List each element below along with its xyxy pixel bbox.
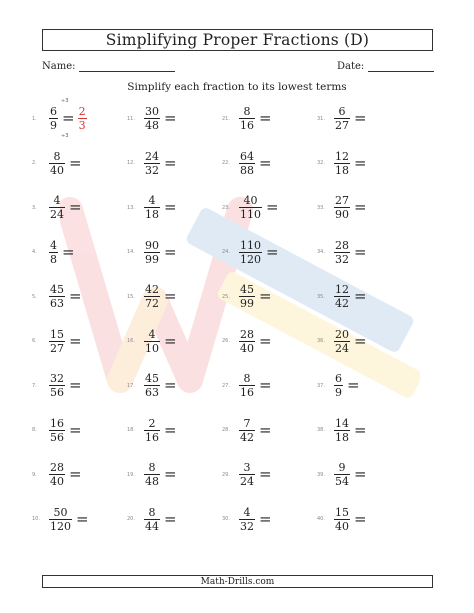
denominator: 18 [335,430,349,444]
denominator: 24 [240,475,254,488]
denominator: 10 [145,341,159,355]
fraction [144,373,160,398]
denominator: 27 [50,341,64,355]
problem-number: 10. [32,516,40,522]
problem-number: 8. [32,427,37,433]
equals-sign: = [164,331,177,350]
problem-number: 12. [127,160,135,166]
problem-item [127,195,177,220]
equals-sign: = [354,109,367,127]
problem-expression [49,418,82,443]
numerator: 4 [50,238,57,252]
numerator: 90 [145,238,159,252]
problem-expression [144,106,177,131]
problem-item [32,151,82,176]
equals-sign: = [354,465,367,483]
fraction [334,195,350,220]
problem-expression [49,151,82,176]
problem-item [32,98,87,139]
problem-expression [334,418,367,443]
problem-item [317,240,367,265]
numerator: 7 [243,416,251,430]
problem-item [127,329,177,354]
numerator: 4 [243,505,251,519]
equals-sign: = [62,109,75,127]
problem-number: 22. [222,160,230,166]
problem-item [317,462,367,487]
divide-hint-bottom: ÷3 [61,133,69,139]
fraction [239,507,255,532]
equals-sign: = [69,331,82,350]
problem-expression [49,98,87,139]
equals-sign: = [69,198,82,216]
denominator: 63 [145,386,159,399]
problem-number: 15. [127,293,135,300]
denominator: 90 [335,208,349,221]
equals-sign: = [164,509,177,528]
problem-item [127,240,177,265]
problem-number: 29. [222,471,230,478]
numerator: 15 [335,505,349,519]
numerator: 4 [148,194,156,207]
problem-number: 35. [317,293,325,300]
problem-number: 1. [32,115,37,122]
problem-number: 18. [127,427,135,433]
problem-number: 24. [222,249,230,255]
problem-number: 14. [127,249,135,255]
instructions: Simplify each fraction to its lowest terms [127,81,347,93]
numerator: 9 [338,461,346,474]
problem-number: 34. [317,249,325,255]
problem-number: 3. [32,204,37,211]
fraction [239,418,255,443]
problem-expression [49,373,82,398]
problem-item [317,284,367,309]
problem-item [317,418,367,443]
fraction [239,195,262,220]
problem-item [127,151,177,176]
problem-number: 7. [32,382,37,389]
denominator: 54 [335,475,349,488]
equals-sign: = [69,465,82,483]
problem-item [222,240,279,265]
fraction [239,240,262,265]
problem-expression [334,373,360,398]
worksheet-title: Simplifying Proper Fractions (D) [42,29,433,51]
problem-number: 23. [222,204,230,211]
problem-number: 11. [127,115,135,122]
denominator: 16 [145,430,159,444]
fraction [239,329,255,354]
problem-number: 31. [317,115,325,122]
problem-expression [239,462,272,487]
problem-item [222,418,272,443]
fraction [334,284,350,309]
numerator: 28 [335,238,349,252]
fraction [144,284,160,309]
denominator: 56 [50,386,64,399]
denominator: 88 [240,163,254,177]
fraction [334,151,350,176]
problem-expression [144,195,177,220]
numerator: 2 [78,105,86,118]
date-field[interactable] [337,61,434,72]
denominator: 18 [335,163,349,177]
problem-item [127,106,177,131]
numerator: 15 [50,327,64,341]
problem-item [127,284,177,309]
problem-expression [239,240,279,265]
divide-hint-top: ÷3 [61,98,69,104]
date-line[interactable] [368,61,434,72]
problem-expression [49,329,82,354]
problem-expression [334,284,367,309]
equals-sign: = [259,376,272,394]
name-line[interactable] [79,61,175,72]
equals-sign: = [164,198,177,216]
date-label: Date: [337,61,365,72]
fraction [334,329,350,354]
fraction [49,507,72,532]
equals-sign: = [354,242,367,261]
denominator: 42 [335,297,349,310]
problem-number: 40. [317,516,325,522]
problem-item [32,284,82,309]
problem-number: 6. [32,338,37,344]
fraction [334,462,350,487]
equals-sign: = [259,287,272,305]
equals-sign: = [347,376,360,394]
problem-expression [49,195,82,220]
equals-sign: = [266,198,279,216]
equals-sign: = [164,420,177,439]
denominator: 3 [78,119,86,132]
problem-item [317,106,367,131]
equals-sign: = [259,509,272,528]
fraction [144,240,160,265]
numerator: 45 [50,283,64,296]
denominator: 40 [335,519,349,533]
problem-item [222,373,272,398]
denominator: 120 [50,519,71,533]
problem-expression [239,151,272,176]
problem-number: 25. [222,293,230,300]
numerator: 28 [240,327,254,341]
fraction [49,240,58,265]
problem-item [222,462,272,487]
numerator: 12 [335,283,349,296]
problem-number: 19. [127,471,135,478]
numerator: 42 [145,283,159,296]
equals-sign: = [259,465,272,483]
fraction [239,106,255,131]
equals-sign: = [259,109,272,127]
problem-number: 13. [127,204,135,211]
numerator: 27 [335,194,349,207]
problem-expression [49,507,89,532]
numerator: 30 [145,105,159,118]
numerator: 6 [338,105,346,118]
problem-number: 39. [317,471,325,478]
denominator: 24 [50,208,64,221]
problem-expression [239,507,272,532]
denominator: 9 [335,386,342,399]
numerator: 4 [53,194,61,207]
numerator: 64 [240,149,254,163]
denominator: 27 [335,119,349,132]
problem-number: 30. [222,516,230,522]
denominator: 8 [50,252,57,266]
fraction [144,106,160,131]
problem-expression [144,240,177,265]
problem-item [32,373,82,398]
numerator: 8 [148,505,156,519]
equals-sign: = [266,242,279,261]
equals-sign: = [164,242,177,261]
problem-item [32,329,82,354]
numerator: 2 [148,416,156,430]
problem-number: 32. [317,160,325,166]
denominator: 18 [145,208,159,221]
denominator: 9 [50,119,57,132]
fraction [239,151,255,176]
fraction [49,462,65,487]
fraction [49,284,65,309]
problem-item [32,507,89,532]
problem-expression [239,373,272,398]
example-answer [78,106,87,131]
problem-expression [49,284,82,309]
problem-number: 36. [317,338,325,344]
fraction [144,418,160,443]
problem-item [317,329,367,354]
numerator: 8 [148,461,156,474]
denominator: 56 [50,430,64,444]
fraction [49,373,65,398]
footer-brand: Math-Drills.com [42,575,433,588]
problem-number: 26. [222,338,230,344]
numerator: 110 [240,238,261,252]
fraction [334,106,350,131]
fraction [144,195,160,220]
denominator: 40 [50,475,64,488]
denominator: 42 [240,430,254,444]
problem-item [222,284,272,309]
equals-sign: = [354,198,367,216]
denominator: 32 [335,252,349,266]
denominator: 32 [145,163,159,177]
numerator: 50 [53,505,68,519]
numerator: 6 [50,105,57,118]
problem-expression [334,151,367,176]
name-field[interactable] [42,61,175,72]
problem-item [222,329,272,354]
equals-sign: = [164,376,177,394]
problem-expression [144,507,177,532]
fraction [144,507,160,532]
problem-expression [144,418,177,443]
problem-item [32,462,82,487]
equals-sign: = [354,287,367,305]
denominator: 72 [145,297,159,310]
numerator: 3 [243,461,251,474]
problem-number: 21. [222,115,230,122]
problem-expression [334,462,367,487]
fraction [49,151,65,176]
denominator: 63 [50,297,64,310]
equals-sign: = [354,153,367,172]
equals-sign: = [354,509,367,528]
numerator: 8 [53,149,61,163]
denominator: 40 [240,341,254,355]
problem-item [32,195,82,220]
numerator: 28 [50,461,64,474]
fraction [239,462,255,487]
problem-expression [334,106,367,131]
fraction [49,329,65,354]
denominator: 120 [240,252,261,266]
problem-item [317,507,367,532]
problem-expression [49,240,75,265]
problem-expression [334,507,367,532]
denominator: 48 [145,475,159,488]
problem-item [317,195,367,220]
problem-expression [239,106,272,131]
denominator: 99 [240,297,254,310]
numerator: 4 [148,327,156,341]
problem-expression [334,195,367,220]
denominator: 48 [145,119,159,132]
problem-item [222,507,272,532]
problem-item [127,507,177,532]
problem-number: 9. [32,471,37,478]
equals-sign: = [69,287,82,305]
numerator: 14 [335,416,349,430]
problem-number: 27. [222,382,230,389]
numerator: 40 [243,194,258,207]
numerator: 32 [50,372,64,385]
equals-sign: = [164,287,177,305]
problem-number: 20. [127,516,135,522]
problem-item [127,462,177,487]
equals-sign: = [164,465,177,483]
equals-sign: = [69,420,82,439]
problem-expression [49,462,82,487]
problem-expression [334,329,367,354]
numerator: 16 [50,416,64,430]
numerator: 20 [335,327,349,341]
numerator: 24 [145,149,159,163]
fraction [49,195,65,220]
equals-sign: = [62,242,75,261]
problem-number: 37. [317,382,325,389]
problem-item [127,418,177,443]
problem-number: 33. [317,204,325,211]
fraction [49,106,58,131]
denominator: 16 [240,119,254,132]
denominator: 40 [50,163,64,177]
problem-item [127,373,177,398]
problem-number: 5. [32,293,37,300]
equals-sign: = [76,509,89,528]
equals-sign: = [164,109,177,127]
denominator: 24 [335,341,349,355]
problem-item [32,418,82,443]
problem-expression [144,373,177,398]
problem-expression [144,462,177,487]
problem-number: 2. [32,160,37,166]
fraction [144,329,160,354]
problem-expression [144,329,177,354]
equals-sign: = [164,153,177,172]
fraction [334,507,350,532]
name-label: Name: [42,61,76,72]
problem-expression [334,240,367,265]
problem-number: 38. [317,427,325,433]
denominator: 16 [240,386,254,399]
problem-expression [144,284,177,309]
problem-expression [239,329,272,354]
problem-item [317,373,360,398]
fraction [334,240,350,265]
problem-number: 28. [222,427,230,433]
equals-sign: = [69,376,82,394]
problem-item [222,195,279,220]
denominator: 99 [145,252,159,266]
problem-expression [239,195,279,220]
problem-item [32,240,75,265]
numerator: 12 [335,149,349,163]
fraction [239,373,255,398]
problem-item [317,151,367,176]
problem-item [222,151,272,176]
equals-sign: = [259,153,272,172]
problem-item [222,106,272,131]
problem-expression [239,418,272,443]
fraction [144,151,160,176]
numerator: 8 [243,105,251,118]
denominator: 44 [145,519,159,533]
numerator: 8 [243,372,251,385]
fraction [144,462,160,487]
equals-sign: = [259,420,272,439]
fraction [334,373,343,398]
problem-expression [144,151,177,176]
equals-sign: = [259,331,272,350]
numerator: 45 [240,283,254,296]
problem-number: 16. [127,338,135,344]
fraction [49,418,65,443]
fraction [334,418,350,443]
numerator: 45 [145,372,159,385]
equals-sign: = [354,331,367,350]
numerator: 6 [335,372,342,385]
denominator: 32 [240,519,254,533]
problem-number: 17. [127,382,135,389]
equals-sign: = [69,153,82,172]
problem-number: 4. [32,249,37,255]
fraction [239,284,255,309]
denominator: 110 [240,208,261,221]
equals-sign: = [354,420,367,439]
problem-expression [239,284,272,309]
